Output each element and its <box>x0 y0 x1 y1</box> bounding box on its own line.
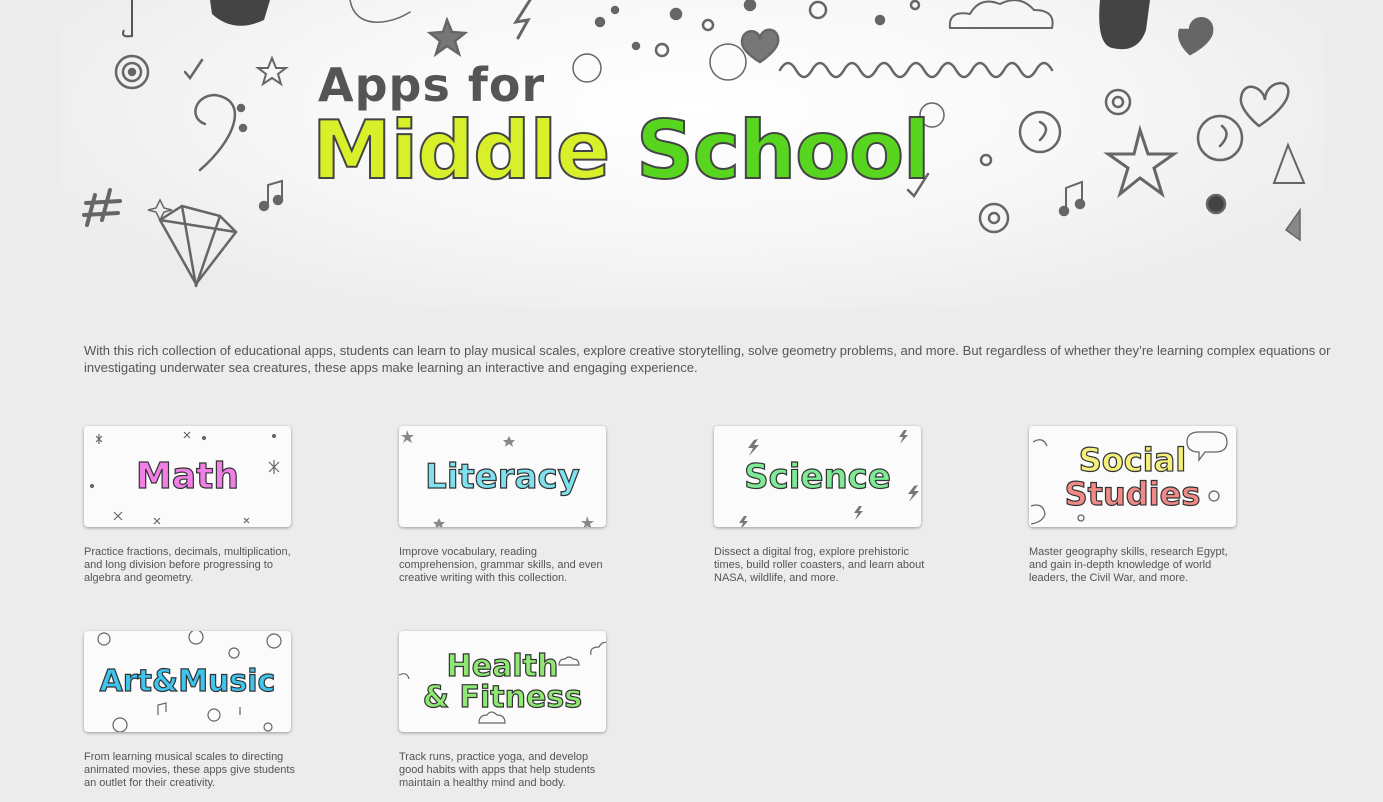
category-tile-math[interactable] <box>84 426 291 527</box>
category-description-math: Practice fractions, decimals, multiplication, and long division before progressing to algebra and geometry. <box>84 546 291 584</box>
category-card-social-studies[interactable] <box>1029 426 1269 585</box>
category-title-social-studies <box>1029 426 1236 527</box>
category-title-line: Math <box>136 455 239 497</box>
category-tile-art-music[interactable] <box>84 631 291 732</box>
category-description-social-studies: Master geography skills, research Egypt, and gain in-depth knowledge of world leaders, the Civil War, and more. <box>1029 546 1228 584</box>
category-card-literacy[interactable] <box>399 426 639 585</box>
hero-title-big <box>312 104 929 197</box>
category-title-line: Health <box>446 648 559 684</box>
hero-banner <box>0 0 1383 320</box>
category-title-line: & Fitness <box>422 679 583 715</box>
category-tile-literacy[interactable] <box>399 426 606 527</box>
category-description-science: Dissect a digital frog, explore prehistoric times, build roller coasters, and learn about NASA, wildlife, and more. <box>714 546 925 584</box>
category-title-line: Science <box>744 456 891 497</box>
category-title-art-music <box>84 631 291 732</box>
category-card-math[interactable] <box>84 426 324 585</box>
category-title-line: Literacy <box>425 456 580 497</box>
category-card-science[interactable] <box>714 426 954 585</box>
category-title-literacy <box>399 426 606 527</box>
category-description-art-music: From learning musical scales to directing animated movies, these apps give students an outlet for their creativity. <box>84 751 295 789</box>
category-tile-science[interactable] <box>714 426 921 527</box>
intro-text: With this rich collection of educational apps, students can learn to play musical scales, explore creative storytelling, solve geometry problems, and more. But regardless of whether they’re learning complex equations or investigating underwater sea creatures, these apps make learning an interactive and engaging experience. <box>84 343 1331 375</box>
category-title-line: Social <box>1078 440 1187 479</box>
hero-title-word-middle: Middle <box>312 104 610 197</box>
category-title-math <box>84 426 291 527</box>
category-title-health-fitness <box>399 631 606 732</box>
category-tile-health-fitness[interactable] <box>399 631 606 732</box>
hero-title-small: Apps for <box>318 58 546 112</box>
category-title-line: Studies <box>1064 474 1201 513</box>
category-description-literacy: Improve vocabulary, reading comprehension, grammar skills, and even creative writing with this collection. <box>399 546 603 584</box>
category-description-health-fitness: Track runs, practice yoga, and develop good habits with apps that help students maintain a healthy mind and body. <box>399 751 596 789</box>
category-tile-social-studies[interactable] <box>1029 426 1236 527</box>
hero-title-word-school: School <box>636 104 930 197</box>
category-title-line: Art&Music <box>99 663 276 699</box>
category-card-health-fitness[interactable] <box>399 631 639 790</box>
category-card-art-music[interactable] <box>84 631 324 790</box>
category-title-science <box>714 426 921 527</box>
